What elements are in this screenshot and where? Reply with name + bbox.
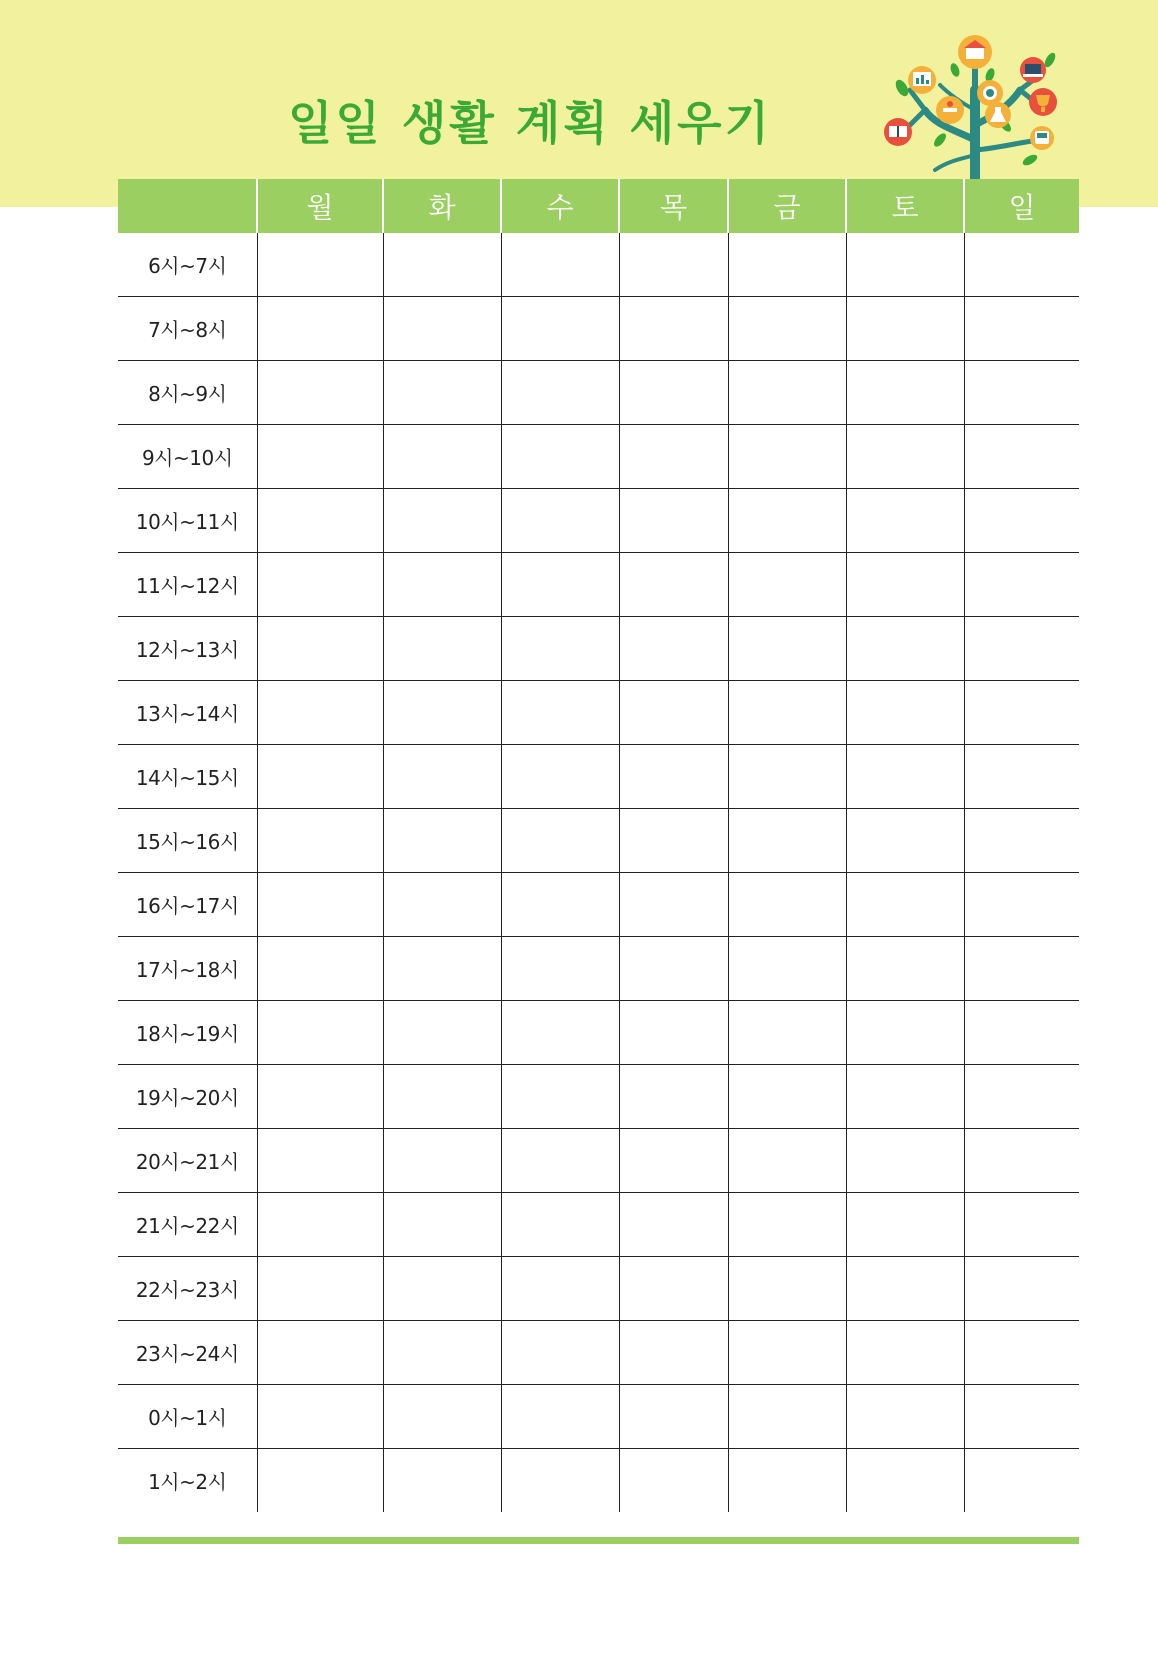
- time-slot-label: 16시~17시: [118, 873, 257, 937]
- time-slot-label: 20시~21시: [118, 1129, 257, 1193]
- time-slot-label: 0시~1시: [118, 1385, 257, 1449]
- time-slot-label: 7시~8시: [118, 297, 257, 361]
- schedule-cell[interactable]: [383, 617, 501, 681]
- time-slot-label: 9시~10시: [118, 425, 257, 489]
- schedule-cell[interactable]: [619, 553, 728, 617]
- schedule-cell[interactable]: [619, 1193, 728, 1257]
- schedule-cell[interactable]: [383, 1001, 501, 1065]
- time-slot-label: 10시~11시: [118, 489, 257, 553]
- schedule-cell[interactable]: [964, 809, 1079, 873]
- schedule-cell[interactable]: [846, 1257, 964, 1321]
- schedule-cell[interactable]: [383, 1193, 501, 1257]
- schedule-cell[interactable]: [619, 937, 728, 1001]
- table-row: [118, 1385, 1079, 1449]
- schedule-cell[interactable]: [619, 361, 728, 425]
- schedule-cell[interactable]: [728, 1193, 846, 1257]
- header-day-sat: 토: [846, 179, 964, 233]
- table-row: [118, 1001, 1079, 1065]
- schedule-cell[interactable]: [964, 1257, 1079, 1321]
- table-row: [118, 1129, 1079, 1193]
- schedule-cell[interactable]: [257, 425, 383, 489]
- schedule-cell[interactable]: [846, 1385, 964, 1449]
- schedule-cell[interactable]: [383, 809, 501, 873]
- schedule-cell[interactable]: [728, 489, 846, 553]
- trophy-icon: [1029, 88, 1057, 116]
- weekly-schedule-table: [118, 179, 1079, 1512]
- schedule-cell[interactable]: [728, 873, 846, 937]
- schedule-cell[interactable]: [964, 1193, 1079, 1257]
- header-day-fri: 금: [728, 179, 846, 233]
- tree-illustration: [880, 30, 1070, 180]
- laptop-icon: [1020, 57, 1046, 83]
- schedule-cell[interactable]: [501, 1321, 619, 1385]
- header-day-sun: 일: [964, 179, 1079, 233]
- schedule-cell[interactable]: [383, 1449, 501, 1513]
- header-day-thu: 목: [619, 179, 728, 233]
- table-row: [118, 1065, 1079, 1129]
- schedule-cell[interactable]: [501, 873, 619, 937]
- school-icon: [958, 35, 992, 69]
- schedule-cell[interactable]: [619, 233, 728, 297]
- book-icon: [884, 118, 912, 146]
- schedule-cell[interactable]: [383, 1385, 501, 1449]
- time-slot-label: 18시~19시: [118, 1001, 257, 1065]
- table-row: [118, 873, 1079, 937]
- schedule-cell[interactable]: [619, 809, 728, 873]
- schedule-cell[interactable]: [619, 617, 728, 681]
- schedule-cell[interactable]: [257, 361, 383, 425]
- schedule-cell[interactable]: [501, 745, 619, 809]
- schedule-cell[interactable]: [383, 1129, 501, 1193]
- schedule-cell[interactable]: [964, 617, 1079, 681]
- schedule-cell[interactable]: [964, 1129, 1079, 1193]
- schedule-cell[interactable]: [619, 1449, 728, 1513]
- schedule-cell[interactable]: [257, 1129, 383, 1193]
- schedule-cell[interactable]: [619, 1257, 728, 1321]
- microscope-icon: [936, 96, 964, 124]
- schedule-cell[interactable]: [964, 1321, 1079, 1385]
- time-slot-label: 8시~9시: [118, 361, 257, 425]
- time-slot-label: 19시~20시: [118, 1065, 257, 1129]
- time-slot-label: 21시~22시: [118, 1193, 257, 1257]
- schedule-cell[interactable]: [257, 809, 383, 873]
- table-row: [118, 809, 1079, 873]
- schedule-cell[interactable]: [257, 553, 383, 617]
- table-row: [118, 1321, 1079, 1385]
- header-corner: [118, 179, 257, 233]
- schedule-cell[interactable]: [964, 1449, 1079, 1513]
- table-row: [118, 297, 1079, 361]
- schedule-cell[interactable]: [257, 873, 383, 937]
- schedule-cell[interactable]: [257, 1257, 383, 1321]
- flask-icon: [985, 102, 1011, 128]
- schedule-cell[interactable]: [257, 297, 383, 361]
- schedule-cell[interactable]: [257, 233, 383, 297]
- schedule-cell[interactable]: [846, 233, 964, 297]
- schedule-cell[interactable]: [964, 937, 1079, 1001]
- time-slot-label: 14시~15시: [118, 745, 257, 809]
- schedule-cell[interactable]: [619, 1385, 728, 1449]
- schedule-cell[interactable]: [383, 745, 501, 809]
- header-row: [118, 179, 1079, 233]
- header-day-tue: 화: [383, 179, 501, 233]
- schedule-cell[interactable]: [383, 233, 501, 297]
- time-slot-label: 1시~2시: [148, 1470, 227, 1494]
- schedule-cell[interactable]: [619, 297, 728, 361]
- schedule-cell[interactable]: [964, 873, 1079, 937]
- schedule-cell[interactable]: [383, 1065, 501, 1129]
- schedule-cell[interactable]: [964, 297, 1079, 361]
- schedule-cell[interactable]: [728, 233, 846, 297]
- schedule-cell[interactable]: [964, 1065, 1079, 1129]
- schedule-cell[interactable]: [728, 1001, 846, 1065]
- time-slot-label: 22시~23시: [118, 1257, 257, 1321]
- schedule-cell[interactable]: [846, 425, 964, 489]
- schedule-cell[interactable]: [501, 1065, 619, 1129]
- header-day-wed: 수: [501, 179, 619, 233]
- schedule-cell[interactable]: [501, 809, 619, 873]
- table-row: [118, 1193, 1079, 1257]
- schedule-cell[interactable]: [728, 553, 846, 617]
- schedule-cell[interactable]: [383, 1257, 501, 1321]
- schedule-cell[interactable]: [846, 1193, 964, 1257]
- schedule-cell[interactable]: [964, 1001, 1079, 1065]
- page-title: 일일 생활 계획 세우기: [288, 96, 772, 150]
- schedule-cell[interactable]: [257, 681, 383, 745]
- schedule-cell[interactable]: [619, 1321, 728, 1385]
- schedule-cell[interactable]: [501, 425, 619, 489]
- header-day-mon: 월: [257, 179, 383, 233]
- schedule-cell[interactable]: [846, 873, 964, 937]
- schedule-cell[interactable]: [728, 297, 846, 361]
- schedule-cell[interactable]: [383, 937, 501, 1001]
- table-row: [118, 745, 1079, 809]
- schedule-cell[interactable]: [964, 233, 1079, 297]
- table-row: [118, 1449, 1079, 1513]
- schedule-cell[interactable]: [728, 937, 846, 1001]
- schedule-cell[interactable]: [257, 1321, 383, 1385]
- schedule-cell[interactable]: [728, 617, 846, 681]
- schedule-cell[interactable]: [501, 937, 619, 1001]
- schedule-cell[interactable]: [501, 233, 619, 297]
- table-row: [118, 233, 1079, 297]
- schedule-cell[interactable]: [846, 681, 964, 745]
- schedule-cell[interactable]: [257, 937, 383, 1001]
- schedule-cell[interactable]: [619, 873, 728, 937]
- schedule-cell[interactable]: [728, 1321, 846, 1385]
- schedule-cell[interactable]: [619, 1065, 728, 1129]
- schedule-cell[interactable]: [846, 1001, 964, 1065]
- schedule-cell[interactable]: [383, 489, 501, 553]
- schedule-cell[interactable]: [501, 1001, 619, 1065]
- time-slot-label: 17시~18시: [118, 937, 257, 1001]
- schedule-cell[interactable]: [501, 1449, 619, 1513]
- schedule-cell[interactable]: [619, 425, 728, 489]
- schedule-cell[interactable]: [501, 617, 619, 681]
- schedule-cell[interactable]: [728, 1129, 846, 1193]
- schedule-cell[interactable]: [964, 1385, 1079, 1449]
- schedule-cell[interactable]: [964, 745, 1079, 809]
- schedule-cell[interactable]: [383, 681, 501, 745]
- time-slot-label: 12시~13시: [118, 617, 257, 681]
- schedule-body: [118, 233, 1079, 1512]
- schedule-cell[interactable]: [728, 361, 846, 425]
- table-row: [118, 937, 1079, 1001]
- schedule-cell[interactable]: [383, 425, 501, 489]
- schedule-cell[interactable]: [257, 1385, 383, 1449]
- schedule-cell[interactable]: [846, 361, 964, 425]
- table-row: [118, 681, 1079, 745]
- schedule-cell[interactable]: [257, 1193, 383, 1257]
- schedule-cell[interactable]: [501, 1385, 619, 1449]
- table-row: [118, 553, 1079, 617]
- schedule-cell[interactable]: [846, 1321, 964, 1385]
- schedule-cell[interactable]: [501, 1193, 619, 1257]
- schedule-cell[interactable]: [964, 681, 1079, 745]
- schedule-cell[interactable]: [501, 1257, 619, 1321]
- table-row: [118, 617, 1079, 681]
- schedule-cell[interactable]: [728, 1385, 846, 1449]
- schedule-cell[interactable]: [846, 1449, 964, 1513]
- schedule-cell[interactable]: [383, 553, 501, 617]
- schedule-cell[interactable]: [619, 1001, 728, 1065]
- schedule-cell[interactable]: [728, 1065, 846, 1129]
- schedule-cell[interactable]: [728, 809, 846, 873]
- schedule-cell[interactable]: [846, 553, 964, 617]
- schedule-cell[interactable]: [257, 1065, 383, 1129]
- schedule-cell[interactable]: [501, 297, 619, 361]
- table-row: [118, 425, 1079, 489]
- schedule-cell[interactable]: [501, 1129, 619, 1193]
- schedule-cell[interactable]: [501, 489, 619, 553]
- table-row: [118, 361, 1079, 425]
- schedule-cell[interactable]: [383, 1321, 501, 1385]
- schedule-cell[interactable]: [257, 1001, 383, 1065]
- schedule-cell[interactable]: [846, 617, 964, 681]
- schedule-cell[interactable]: [846, 937, 964, 1001]
- schedule-cell[interactable]: [728, 425, 846, 489]
- table-row: [118, 1257, 1079, 1321]
- schedule-cell[interactable]: [846, 489, 964, 553]
- schedule-cell[interactable]: [383, 361, 501, 425]
- schedule-cell[interactable]: [728, 681, 846, 745]
- schedule-cell[interactable]: [964, 489, 1079, 553]
- schedule-cell[interactable]: [846, 1129, 964, 1193]
- schedule-cell[interactable]: [501, 361, 619, 425]
- schedule-cell[interactable]: [257, 617, 383, 681]
- bottom-bar: [118, 1537, 1079, 1544]
- time-slot-label: 11시~12시: [118, 553, 257, 617]
- schedule-cell[interactable]: [728, 745, 846, 809]
- time-slot-label: 6시~7시: [118, 233, 257, 297]
- time-slot-label: 23시~24시: [118, 1321, 257, 1385]
- schedule-cell[interactable]: [846, 297, 964, 361]
- schedule-cell[interactable]: [257, 745, 383, 809]
- schedule-cell[interactable]: [964, 425, 1079, 489]
- time-slot-label: 15시~16시: [118, 809, 257, 873]
- time-slot-label: 13시~14시: [118, 681, 257, 745]
- schedule-cell[interactable]: [619, 1129, 728, 1193]
- schedule-cell[interactable]: [728, 1449, 846, 1513]
- schedule-cell[interactable]: [846, 1065, 964, 1129]
- table-row: [118, 489, 1079, 553]
- schedule-cell[interactable]: [257, 1449, 383, 1513]
- schedule-cell[interactable]: [964, 553, 1079, 617]
- schedule-cell[interactable]: [728, 1257, 846, 1321]
- bus-icon: [1030, 126, 1054, 150]
- schedule-cell[interactable]: [383, 873, 501, 937]
- schedule-cell[interactable]: [619, 489, 728, 553]
- chart-icon: [908, 66, 936, 94]
- schedule-cell[interactable]: [383, 297, 501, 361]
- schedule-cell[interactable]: [257, 489, 383, 553]
- schedule-cell[interactable]: [964, 361, 1079, 425]
- schedule-cell[interactable]: [619, 745, 728, 809]
- schedule-cell[interactable]: [619, 681, 728, 745]
- schedule-cell[interactable]: [501, 681, 619, 745]
- schedule-cell[interactable]: [501, 553, 619, 617]
- schedule-cell[interactable]: [846, 809, 964, 873]
- schedule-cell[interactable]: [846, 745, 964, 809]
